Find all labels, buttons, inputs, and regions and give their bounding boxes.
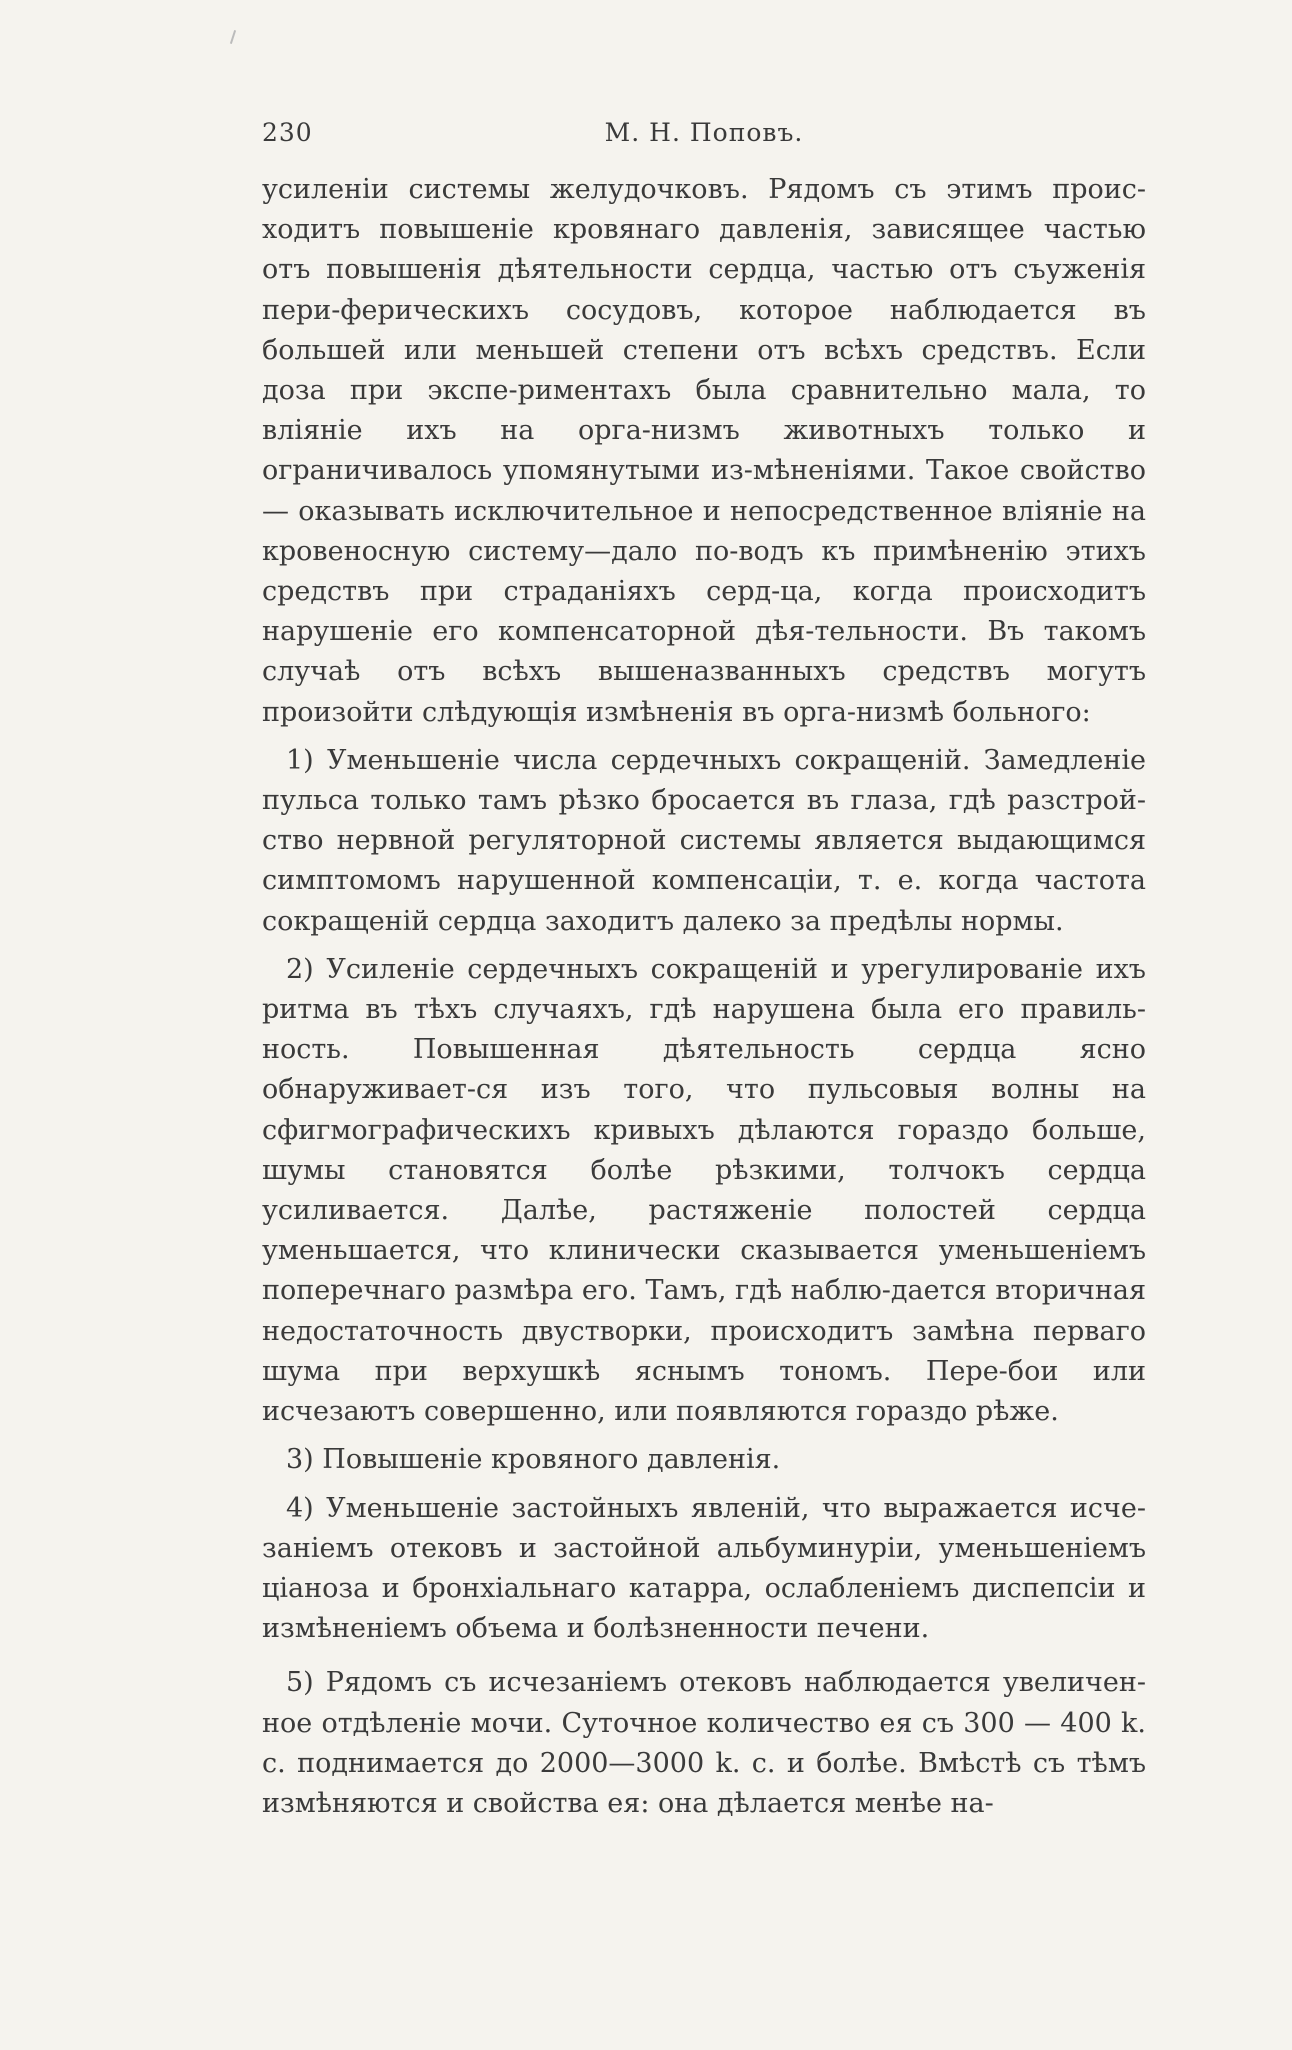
page-body <box>262 170 1146 1824</box>
running-head: М. Н. Поповъ. <box>604 118 804 147</box>
paragraph-item-1: 1) Уменьшеніе числа сердечныхъ сокращеній. Замедленіе пульса только тамъ рѣзко бросается въ глаза, гдѣ разстрой-ство нервной регуляторной системы является выдающимся симптомомъ нарушенной компенсаціи, т. е. когда частота сокращеній сердца заходитъ далеко за предѣлы нормы. <box>262 744 1146 937</box>
paragraph-item-5: 5) Рядомъ съ исчезаніемъ отековъ наблюдается увеличен-ное отдѣленіе мочи. Суточное количество ея съ 300 — 400 k. c. поднимается до 2000—3000 k. c. и болѣе. Вмѣстѣ съ тѣмъ измѣняются и свойства ея: она дѣлается менѣе на- <box>262 1667 1146 1819</box>
page-header <box>262 118 1146 152</box>
paragraph-item-2: 2) Усиленіе сердечныхъ сокращеній и урегулированіе ихъ ритма въ тѣхъ случаяхъ, гдѣ нарушена была его правиль-ность. Повышенная дѣятельность сердца ясно обнаруживает-ся изъ того, что пульсовыя волны на сфигмографическихъ кривыхъ дѣлаются гораздо больше, шумы становятся болѣе рѣзкими, толчокъ сердца усиливается. Далѣе, растяженіе полостей сердца уменьшается, что клинически сказывается уменьшеніемъ поперечнаго размѣра его. Тамъ, гдѣ наблю-дается вторичная недостаточность двустворки, происходитъ замѣна перваго шума при верхушкѣ яснымъ тономъ. Пере-бои или исчезаютъ совершенно, или появляются гораздо рѣже. <box>262 953 1146 1428</box>
paragraph-item-3: 3) Повышеніе кровяного давленія. <box>286 1444 781 1476</box>
print-mark <box>230 30 236 44</box>
page-number: 230 <box>262 118 313 147</box>
paragraph-item-4: 4) Уменьшеніе застойныхъ явленій, что выражается исче-заніемъ отековъ и застойной альбуминуріи, уменьшеніемъ ціаноза и бронхіальнаго катарра, ослабленіемъ диспепсіи и измѣненіемъ объема и болѣзненности печени. <box>262 1492 1146 1645</box>
paragraph-intro: усиленіи системы желудочковъ. Рядомъ съ этимъ проис-ходитъ повышеніе кровянаго давленія, зависящее частью отъ повышенія дѣятельности сердца, частью отъ съуженія пери-ферическихъ сосудовъ, которое наблюдается въ большей или меньшей степени отъ всѣхъ средствъ. Если доза при экспе-риментахъ была сравнительно мала, то вліяніе ихъ на орга-низмъ животныхъ только и ограничивалось упомянутыми из-мѣненіями. Такое свойство — оказывать исключительное и непосредственное вліяніе на кровеносную систему—дало по-водъ къ примѣненію этихъ средствъ при страданіяхъ серд-ца, когда происходитъ нарушеніе его компенсаторной дѣя-тельности. Въ такомъ случаѣ отъ всѣхъ вышеназванныхъ средствъ могутъ произойти слѣдующія измѣненія въ орга-низмѣ больного: <box>262 174 1146 728</box>
